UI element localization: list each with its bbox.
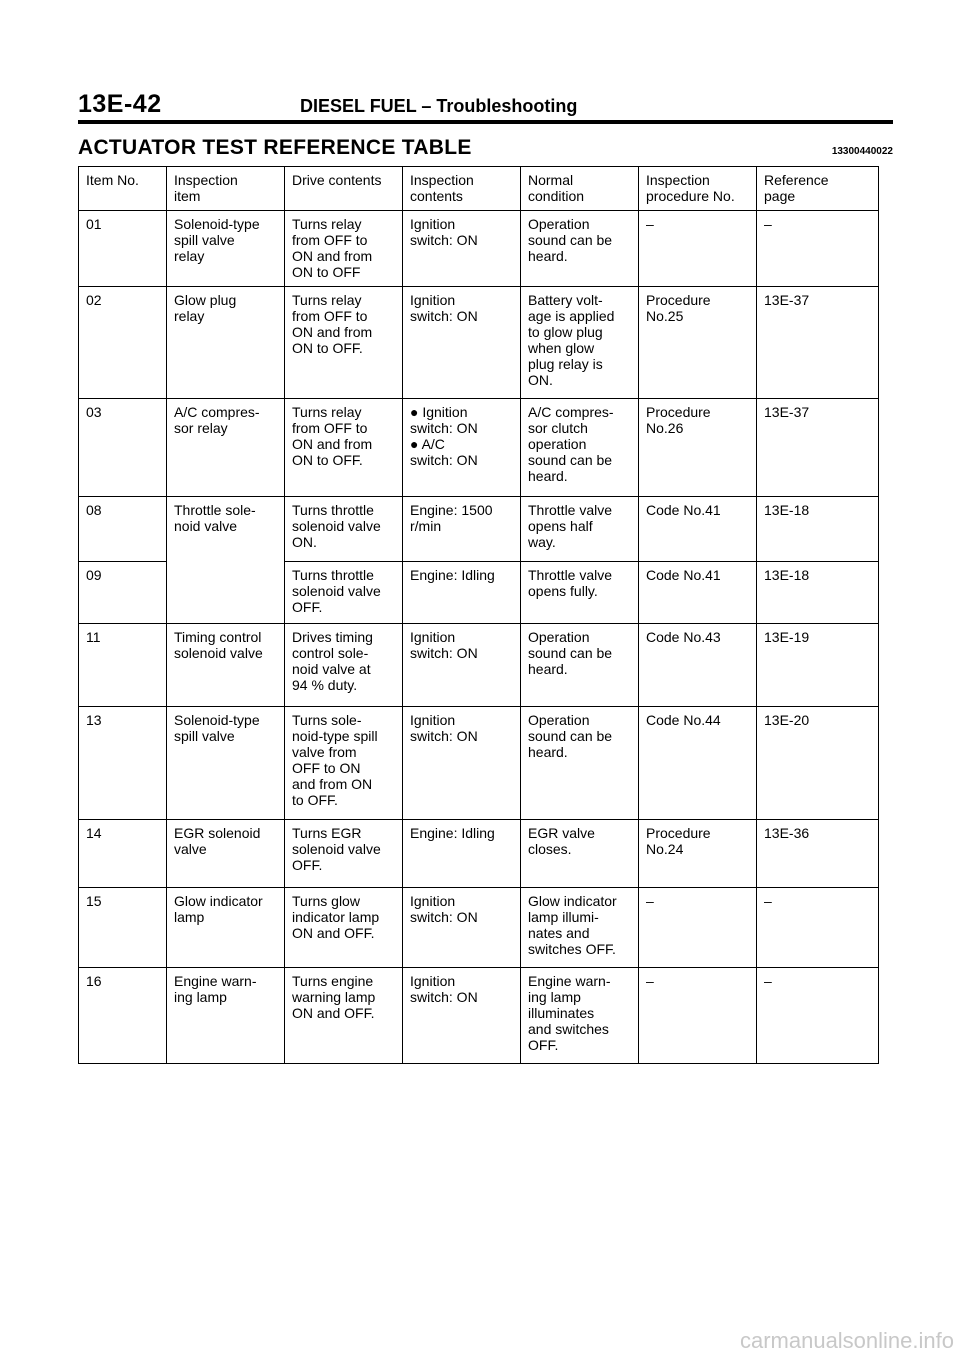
inspection-item-cell: Engine warn- ing lamp [167, 968, 285, 1064]
table-row [79, 624, 879, 707]
inspection-contents-cell: Engine: Idling [403, 820, 521, 888]
item-no-cell: 01 [79, 211, 167, 287]
procedure-no-cell: Code No.44 [639, 707, 757, 820]
table-row [79, 211, 879, 287]
drive-contents-cell: Turns glow indicator lamp ON and OFF. [285, 888, 403, 968]
inspection-item-cell: EGR solenoid valve [167, 820, 285, 888]
reference-code: 13300440022 [831, 146, 893, 157]
reference-page-cell: – [757, 968, 879, 1064]
inspection-item-cell: A/C compres- sor relay [167, 399, 285, 497]
item-no-cell: 02 [79, 287, 167, 399]
item-no-cell: 09 [79, 562, 167, 624]
inspection-contents-cell: Ignition switch: ON [403, 624, 521, 707]
drive-contents-cell: Turns sole- noid-type spill valve from OFF to ON and from ON to OFF. [285, 707, 403, 820]
inspection-contents-cell: Ignition switch: ON [403, 287, 521, 399]
inspection-item-cell: Timing control solenoid valve [167, 624, 285, 707]
normal-condition-cell: Operation sound can be heard. [521, 707, 639, 820]
drive-contents-cell: Turns throttle solenoid valve ON. [285, 497, 403, 562]
inspection-item-cell: Glow indicator lamp [167, 888, 285, 968]
reference-page-cell: 13E-36 [757, 820, 879, 888]
inspection-contents-cell: Ignition switch: ON [403, 968, 521, 1064]
inspection-contents-cell: Ignition switch: ON [403, 211, 521, 287]
drive-contents-cell: Turns relay from OFF to ON and from ON to OFF [285, 211, 403, 287]
drive-contents-cell: Turns relay from OFF to ON and from ON to OFF. [285, 399, 403, 497]
procedure-no-cell: – [639, 968, 757, 1064]
normal-condition-cell: Operation sound can be heard. [521, 624, 639, 707]
reference-page-cell: 13E-20 [757, 707, 879, 820]
normal-condition-cell: EGR valve closes. [521, 820, 639, 888]
normal-condition-cell: Operation sound can be heard. [521, 211, 639, 287]
normal-condition-cell: Engine warn- ing lamp illuminates and switches OFF. [521, 968, 639, 1064]
normal-condition-cell: Throttle valve opens fully. [521, 562, 639, 624]
inspection-item-cell: Glow plug relay [167, 287, 285, 399]
inspection-contents-cell: Engine: 1500 r/min [403, 497, 521, 562]
item-no-cell: 03 [79, 399, 167, 497]
table-row [79, 399, 879, 497]
item-no-cell: 11 [79, 624, 167, 707]
drive-contents-cell: Turns throttle solenoid valve OFF. [285, 562, 403, 624]
table-row [79, 497, 879, 562]
table-row [79, 820, 879, 888]
item-no-cell: 15 [79, 888, 167, 968]
column-header-reference-page: Reference page [757, 167, 879, 211]
table-row [79, 968, 879, 1064]
inspection-contents-cell: Ignition switch: ON [403, 707, 521, 820]
watermark: carmanualsonline.info [739, 1328, 954, 1353]
procedure-no-cell: Code No.43 [639, 624, 757, 707]
procedure-no-cell: – [639, 888, 757, 968]
section-title: DIESEL FUEL – Troubleshooting [300, 96, 578, 116]
reference-page-cell: – [757, 211, 879, 287]
procedure-no-cell: Code No.41 [639, 562, 757, 624]
page-code: 13E-42 [78, 90, 162, 118]
drive-contents-cell: Drives timing control sole- noid valve at 94 % duty. [285, 624, 403, 707]
normal-condition-cell: Throttle valve opens half way. [521, 497, 639, 562]
table-header-row [79, 167, 879, 211]
inspection-contents-cell: ● Ignition switch: ON ● A/C switch: ON [403, 399, 521, 497]
inspection-contents-cell: Engine: Idling [403, 562, 521, 624]
procedure-no-cell: Procedure No.25 [639, 287, 757, 399]
drive-contents-cell: Turns EGR solenoid valve OFF. [285, 820, 403, 888]
normal-condition-cell: Battery volt- age is applied to glow plug when glow plug relay is ON. [521, 287, 639, 399]
column-header-inspection-contents: Inspection contents [403, 167, 521, 211]
item-no-cell: 08 [79, 497, 167, 562]
column-header-procedure-no: Inspection procedure No. [639, 167, 757, 211]
header-rule [78, 120, 893, 124]
column-header-normal-condition: Normal condition [521, 167, 639, 211]
normal-condition-cell: A/C compres- sor clutch operation sound can be heard. [521, 399, 639, 497]
actuator-test-table [78, 166, 879, 1064]
procedure-no-cell: – [639, 211, 757, 287]
procedure-no-cell: Code No.41 [639, 497, 757, 562]
item-no-cell: 16 [79, 968, 167, 1064]
inspection-item-cell: Throttle sole- noid valve [167, 497, 285, 624]
reference-page-cell: 13E-37 [757, 399, 879, 497]
procedure-no-cell: Procedure No.26 [639, 399, 757, 497]
column-header-inspection-item: Inspection item [167, 167, 285, 211]
reference-page-cell: – [757, 888, 879, 968]
table-row [79, 287, 879, 399]
column-header-drive-contents: Drive contents [285, 167, 403, 211]
table-title: ACTUATOR TEST REFERENCE TABLE [78, 136, 472, 159]
inspection-item-cell: Solenoid-type spill valve [167, 707, 285, 820]
table-row [79, 888, 879, 968]
table-row [79, 707, 879, 820]
inspection-contents-cell: Ignition switch: ON [403, 888, 521, 968]
reference-page-cell: 13E-18 [757, 497, 879, 562]
column-header-item-no: Item No. [79, 167, 167, 211]
reference-page-cell: 13E-19 [757, 624, 879, 707]
item-no-cell: 14 [79, 820, 167, 888]
item-no-cell: 13 [79, 707, 167, 820]
procedure-no-cell: Procedure No.24 [639, 820, 757, 888]
inspection-item-cell: Solenoid-type spill valve relay [167, 211, 285, 287]
reference-page-cell: 13E-37 [757, 287, 879, 399]
drive-contents-cell: Turns engine warning lamp ON and OFF. [285, 968, 403, 1064]
normal-condition-cell: Glow indicator lamp illumi- nates and switches OFF. [521, 888, 639, 968]
drive-contents-cell: Turns relay from OFF to ON and from ON to OFF. [285, 287, 403, 399]
reference-page-cell: 13E-18 [757, 562, 879, 624]
